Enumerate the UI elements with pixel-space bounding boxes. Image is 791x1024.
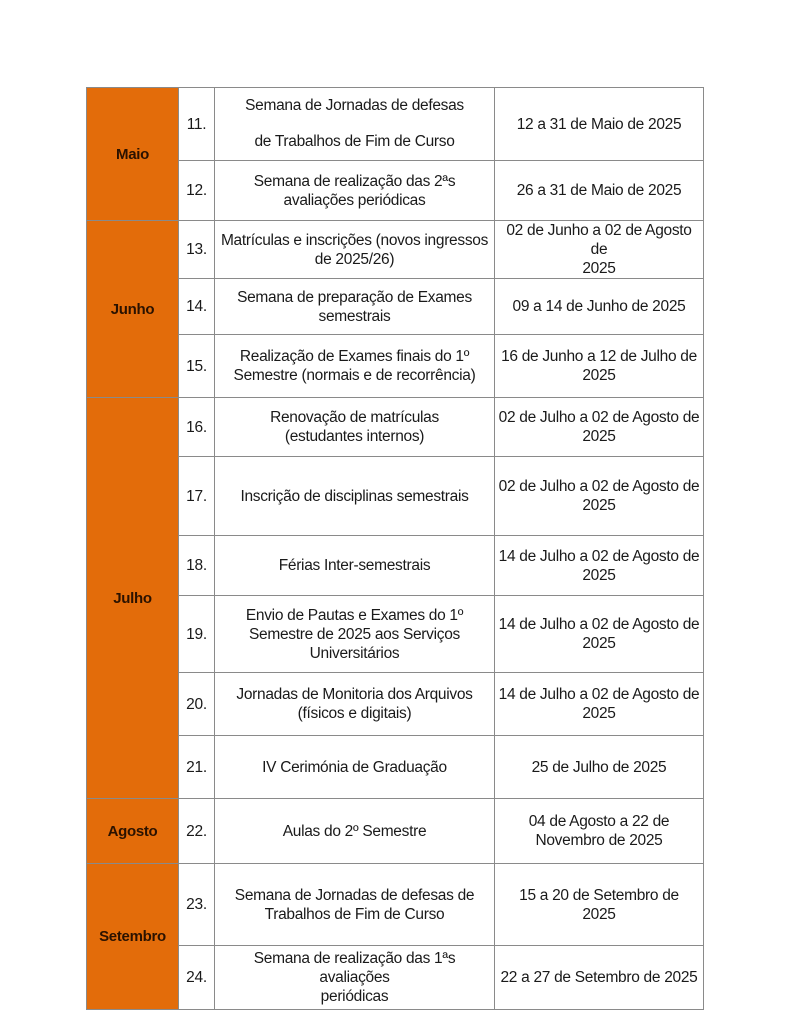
month-label: Junho — [87, 221, 179, 398]
description-line: (físicos e digitais) — [297, 705, 412, 722]
date-line: 02 de Julho a 02 de Agosto de — [498, 409, 700, 426]
activity-date — [495, 88, 704, 161]
calendar-row — [87, 88, 704, 161]
item-number: 22. — [179, 799, 215, 864]
description-line: Inscrição de disciplinas semestrais — [240, 487, 469, 505]
date-line: 02 de Julho a 02 de Agosto de — [498, 478, 700, 495]
description-line: Férias Inter-semestrais — [278, 557, 431, 574]
activity-date — [495, 161, 704, 221]
date-line: 2025 — [582, 905, 616, 923]
description-line: Matrículas e inscrições (novos ingressos — [220, 231, 489, 249]
activity-description — [215, 398, 495, 457]
date-line: 2025 — [582, 635, 616, 652]
activity-description — [215, 946, 495, 1010]
month-label: Julho — [87, 398, 179, 799]
description-line: Realização de Exames finais do 1º — [239, 348, 470, 365]
description-line: Semana de realização das 1ªs avaliações — [253, 950, 456, 986]
date-line: 26 a 31 de Maio de 2025 — [516, 182, 682, 199]
description-line: de 2025/26) — [314, 250, 395, 268]
activity-description — [215, 673, 495, 736]
date-line: 14 de Julho a 02 de Agosto de — [498, 547, 700, 565]
activity-description — [215, 279, 495, 335]
activity-description — [215, 221, 495, 279]
activity-description — [215, 799, 495, 864]
date-line: 2025 — [582, 428, 616, 445]
description-line: (estudantes internos) — [284, 428, 425, 445]
activity-date — [495, 673, 704, 736]
activity-date — [495, 596, 704, 673]
date-line: 12 a 31 de Maio de 2025 — [516, 115, 682, 133]
calendar-row — [87, 279, 704, 335]
description-line: Envio de Pautas e Exames do 1º — [245, 606, 464, 624]
activity-description — [215, 596, 495, 673]
date-line: 2025 — [582, 497, 616, 514]
item-number: 13. — [179, 221, 215, 279]
month-label: Setembro — [87, 864, 179, 1010]
item-number: 21. — [179, 736, 215, 799]
description-line: Semana de preparação de Exames — [237, 288, 472, 306]
date-line: Novembro de 2025 — [535, 832, 663, 849]
description-line: de Trabalhos de Fim de Curso — [254, 133, 455, 150]
calendar-row — [87, 457, 704, 536]
item-number: 14. — [179, 279, 215, 335]
calendar-row — [87, 335, 704, 398]
date-line: 04 de Agosto a 22 de — [528, 813, 670, 830]
calendar-body — [87, 88, 704, 1010]
calendar-row — [87, 221, 704, 279]
date-line: 14 de Julho a 02 de Agosto de — [498, 686, 700, 703]
calendar-row — [87, 536, 704, 596]
item-number: 11. — [179, 88, 215, 161]
item-number: 16. — [179, 398, 215, 457]
date-line: 02 de Junho a 02 de Agosto de — [506, 222, 692, 258]
description-line: Semestre de 2025 aos Serviços — [248, 625, 460, 643]
activity-description — [215, 457, 495, 536]
month-label: Maio — [87, 88, 179, 221]
description-line: IV Cerimónia de Graduação — [262, 758, 447, 776]
activity-date — [495, 946, 704, 1010]
description-line: periódicas — [320, 988, 389, 1005]
activity-description — [215, 536, 495, 596]
item-number: 17. — [179, 457, 215, 536]
calendar-row — [87, 596, 704, 673]
calendar-row — [87, 799, 704, 864]
activity-date — [495, 457, 704, 536]
activity-date — [495, 799, 704, 864]
description-line: Semana de Jornadas de defesas de — [234, 886, 475, 904]
date-line: 2025 — [582, 566, 616, 584]
description-line: Semana de Jornadas de defesas — [245, 97, 464, 114]
activity-date — [495, 398, 704, 457]
item-number: 18. — [179, 536, 215, 596]
calendar-row — [87, 864, 704, 946]
calendar-row — [87, 161, 704, 221]
date-line: 2025 — [582, 367, 616, 384]
item-number: 19. — [179, 596, 215, 673]
activity-date — [495, 221, 704, 279]
date-line: 2025 — [582, 260, 616, 277]
item-number: 24. — [179, 946, 215, 1010]
date-line: 22 a 27 de Setembro de 2025 — [500, 969, 698, 986]
date-line: 09 a 14 de Junho de 2025 — [512, 298, 686, 315]
date-line: 16 de Junho a 12 de Julho de — [501, 348, 697, 365]
calendar-row — [87, 946, 704, 1010]
description-line: Aulas do 2º Semestre — [282, 822, 427, 840]
activity-date — [495, 864, 704, 946]
date-line: 14 de Julho a 02 de Agosto de — [498, 616, 700, 633]
month-label: Agosto — [87, 799, 179, 864]
description-line: Universitários — [309, 644, 400, 662]
activity-description — [215, 161, 495, 221]
activity-date — [495, 335, 704, 398]
activity-date — [495, 736, 704, 799]
date-line: 25 de Julho de 2025 — [531, 758, 667, 776]
description-line: Renovação de matrículas — [270, 409, 439, 426]
calendar-row — [87, 673, 704, 736]
description-line: avaliações periódicas — [283, 191, 426, 209]
description-line: Trabalhos de Fim de Curso — [264, 905, 445, 923]
activity-description — [215, 864, 495, 946]
activity-date — [495, 279, 704, 335]
activity-description — [215, 736, 495, 799]
item-number: 15. — [179, 335, 215, 398]
academic-calendar-table — [86, 87, 704, 1010]
item-number: 20. — [179, 673, 215, 736]
item-number: 12. — [179, 161, 215, 221]
activity-date — [495, 536, 704, 596]
calendar-row — [87, 398, 704, 457]
activity-description — [215, 335, 495, 398]
item-number: 23. — [179, 864, 215, 946]
date-line: 15 a 20 de Setembro de — [519, 886, 679, 904]
activity-description — [215, 88, 495, 161]
description-line: semestrais — [318, 307, 391, 325]
description-line: Semestre (normais e de recorrência) — [233, 367, 476, 384]
description-line: Jornadas de Monitoria dos Arquivos — [236, 686, 473, 703]
description-line: Semana de realização das 2ªs — [253, 172, 456, 190]
calendar-row — [87, 736, 704, 799]
date-line: 2025 — [582, 705, 616, 722]
